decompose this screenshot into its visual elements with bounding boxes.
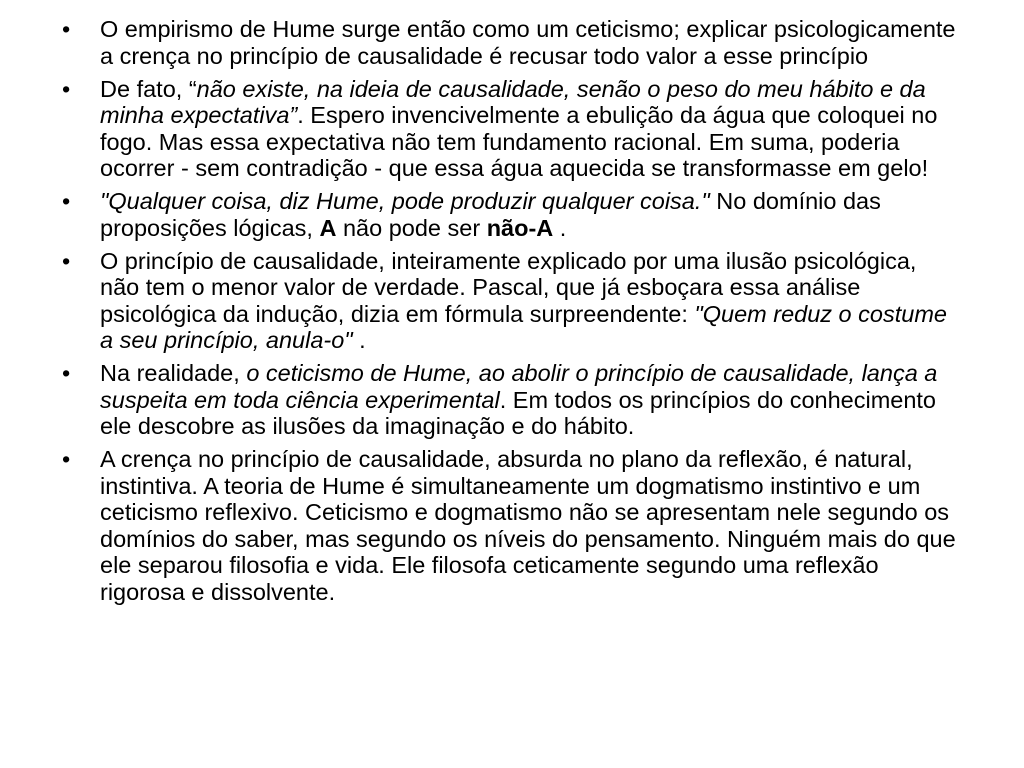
text-segment: No domínio das proposições lógicas,	[100, 188, 881, 241]
text-segment: O empirismo de Hume surge então como um ceticismo; explicar psicologicamente a crença no princípio de causalidade é recusar todo valor a esse princípio	[100, 16, 956, 69]
bullet-text	[100, 446, 956, 605]
bullet-icon: •	[62, 75, 71, 102]
bullet-item	[62, 188, 962, 241]
text-segment: O princípio de causalidade, inteiramente explicado por uma ilusão psicológica, não tem o menor valor de verdade. Pascal, que já esboçara essa análise psicológica da indução, dizia em fórmula surpreendente:	[100, 247, 917, 327]
text-segment: não pode ser	[336, 214, 487, 241]
text-segment: De fato, “	[100, 75, 197, 102]
bullet-item	[62, 76, 962, 182]
bullet-text	[100, 188, 881, 241]
bullet-icon: •	[62, 16, 71, 42]
bold-term: não-A	[486, 214, 554, 241]
text-segment: . Espero invencivelmente a ebulição da água que coloquei no fogo. Mas essa expectativa não tem fundamento racional. Em suma, poderia ocorrer - sem contradição - que essa água aquecida se transformasse em gelo!	[100, 102, 938, 181]
bullet-icon: •	[62, 188, 71, 214]
bullet-list	[62, 16, 962, 612]
bullet-text	[100, 360, 937, 439]
bullet-text	[100, 16, 956, 69]
italic-phrase: o ceticismo de Hume, ao abolir o princípio de causalidade, lança a suspeita em toda ciência experimental	[100, 360, 938, 413]
bullet-item	[62, 248, 962, 354]
italic-quote: não existe, na ideia de causalidade, senão o peso do meu hábito e da minha expectativa”	[100, 75, 926, 128]
italic-quote: "Qualquer coisa, diz Hume, pode produzir qualquer coisa."	[100, 188, 710, 214]
text-segment: .	[352, 327, 366, 353]
bullet-icon: •	[62, 360, 71, 386]
italic-quote: "Quem reduz o costume a seu princípio, anula-o"	[100, 300, 947, 353]
bold-term: A	[319, 214, 337, 241]
bullet-text	[100, 76, 937, 182]
bullet-item	[62, 446, 962, 605]
text-segment: A crença no princípio de causalidade, absurda no plano da reflexão, é natural, instintiva. A teoria de Hume é simultaneamente um dogmatismo instintivo e um ceticismo reflexivo. Ceticismo e dogmatismo não se apresentam nele segundo os domínios do saber, mas segundo os níveis do pensamento. Ninguém mais do que ele separou filosofia e vida. Ele filosofa ceticamente segundo uma reflexão rigorosa e dissolvente.	[100, 446, 956, 605]
text-segment: . Em todos os princípios do conhecimento ele descobre as ilusões da imaginação e do hábito.	[100, 386, 937, 439]
bullet-item	[62, 16, 962, 69]
text-segment: .	[553, 214, 567, 241]
bullet-item	[62, 360, 962, 440]
text-segment: Na realidade,	[100, 360, 247, 386]
bullet-icon: •	[62, 446, 71, 472]
bullet-icon: •	[62, 247, 71, 274]
bullet-text	[100, 248, 947, 354]
